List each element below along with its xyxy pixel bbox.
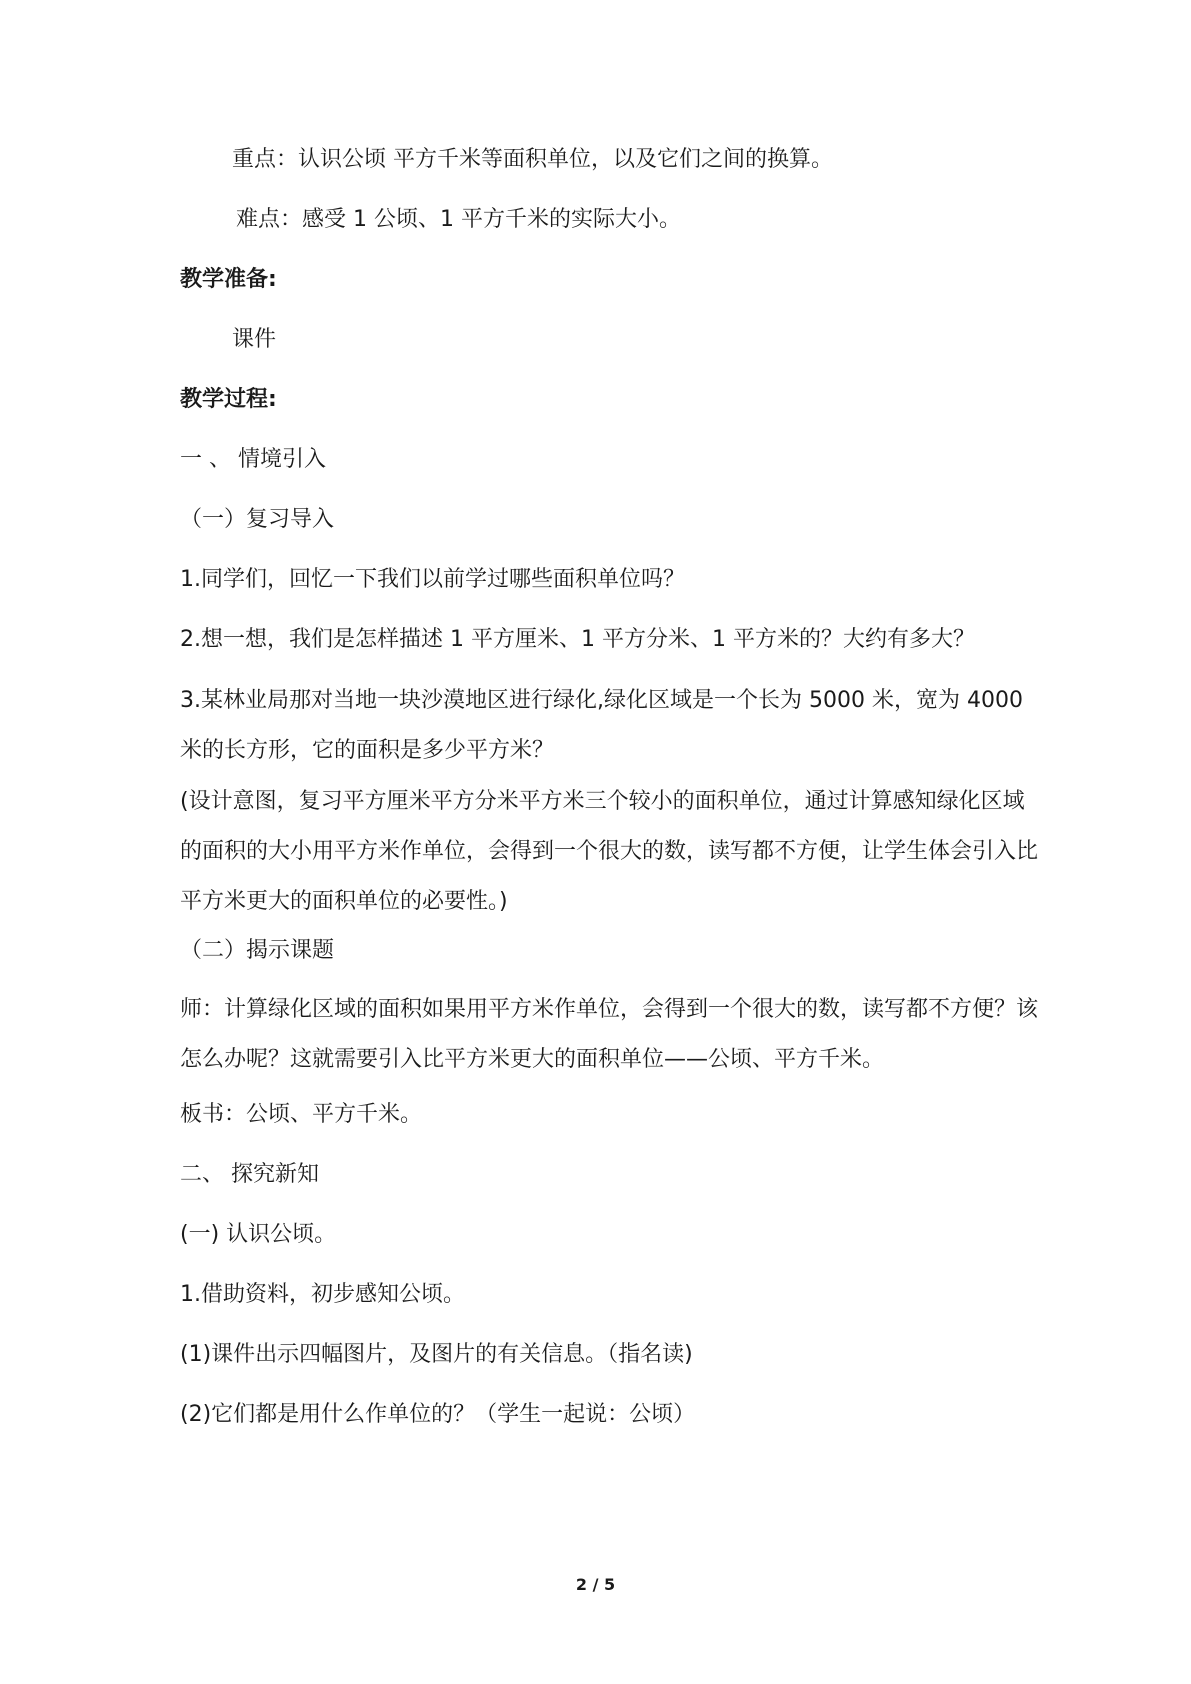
prep-item: 课件 — [232, 327, 277, 352]
key-point-line: 重点：认识公顷 平方千米等面积单位，以及它们之间的换算。 — [232, 147, 833, 172]
design-note: (设计意图，复习平方厘米平方分米平方米三个较小的面积单位，通过计算感知绿化区域的面积的大小用平方米作单位，会得到一个很大的数，读写都不方便，让学生体会引入比平方米更大的面积单位的必要性。) — [180, 789, 1039, 914]
page-number: 2 / 5 — [575, 1575, 616, 1594]
sub1-title: （一）复习导入 — [180, 507, 335, 532]
process-heading: 教学过程: — [180, 387, 277, 412]
question-1: 1.同学们，回忆一下我们以前学过哪些面积单位吗？ — [180, 567, 685, 592]
section1-title: 一 、 情境引入 — [180, 447, 326, 472]
sub2-title: （二）揭示课题 — [180, 938, 335, 963]
difficult-point-line: 难点：感受 1 公顷、1 平方千米的实际大小。 — [236, 207, 681, 232]
step-1a: (1)课件出示四幅图片，及图片的有关信息。（指名读) — [180, 1342, 693, 1367]
board-line: 板书：公顷、平方千米。 — [180, 1102, 423, 1127]
prep-heading: 教学准备: — [180, 267, 277, 292]
section2-title: 二、 探究新知 — [180, 1162, 319, 1187]
question-3: 3.某林业局那对当地一块沙漠地区进行绿化,绿化区域是一个长为 5000 米，宽为 4000 米的长方形，它的面积是多少平方米？ — [180, 688, 1023, 763]
question-2: 2.想一想，我们是怎样描述 1 平方厘米、1 平方分米、1 平方米的？大约有多大？ — [180, 627, 975, 652]
step-1b: (2)它们都是用什么作单位的？（学生一起说：公顷） — [180, 1402, 696, 1427]
sub3-title: (一) 认识公顷。 — [180, 1222, 337, 1247]
teacher-line: 师：计算绿化区域的面积如果用平方米作单位，会得到一个很大的数，读写都不方便？该怎么办呢？这就需要引入比平方米更大的面积单位——公顷、平方千米。 — [180, 997, 1039, 1072]
step-1: 1.借助资料，初步感知公顷。 — [180, 1282, 465, 1307]
